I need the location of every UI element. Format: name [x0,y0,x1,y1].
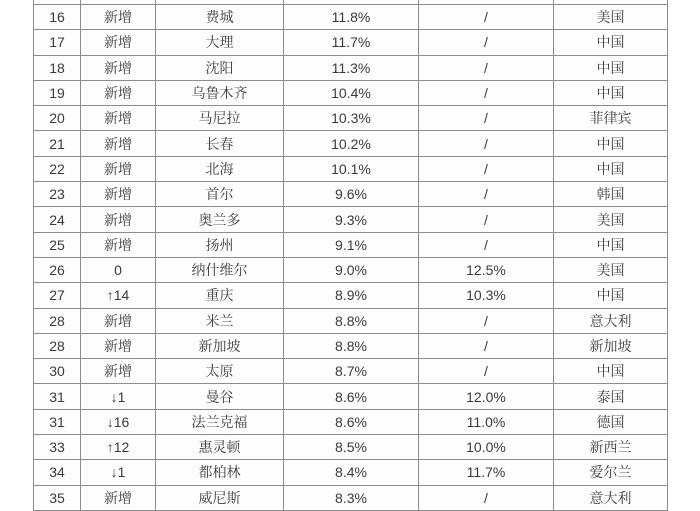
cell-city: 长春 [156,131,284,156]
cell-city: 扬州 [156,232,284,257]
cell-rank: 33 [34,435,81,460]
cell-change: 新增 [81,485,156,510]
cell-growth-rate: 11.3% [284,55,419,80]
cell-country: 韩国 [554,182,668,207]
cell-rank: 17 [34,30,81,55]
cell-country: 中国 [554,55,668,80]
table-row [34,359,668,384]
cell-rank: 31 [34,384,81,409]
cell-change: 0 [81,257,156,282]
cell-change: ↑12 [81,435,156,460]
cell-country: 美国 [554,5,668,30]
cell-secondary-rate: / [419,131,554,156]
cell-country: 美国 [554,207,668,232]
table-row [34,460,668,485]
cell-country: 意大利 [554,308,668,333]
cell-secondary-rate: / [419,156,554,181]
cell-growth-rate: 8.8% [284,333,419,358]
cell-growth-rate: 9.1% [284,232,419,257]
cell-growth-rate: 10.1% [284,156,419,181]
cell-rank: 24 [34,207,81,232]
cell-growth-rate: 9.0% [284,257,419,282]
cell-country: 中国 [554,283,668,308]
cell-country: 新西兰 [554,435,668,460]
cell-growth-rate: 8.9% [284,283,419,308]
cell-secondary-rate: / [419,182,554,207]
cell-change: 新增 [81,80,156,105]
cell-change: ↑14 [81,283,156,308]
cell-secondary-rate: / [419,106,554,131]
cell-growth-rate: 9.3% [284,207,419,232]
cell-country: 新加坡 [554,333,668,358]
cell-change: 新增 [81,359,156,384]
cell-secondary-rate: / [419,359,554,384]
cell-country: 泰国 [554,384,668,409]
cell-rank: 23 [34,182,81,207]
cell-secondary-rate: 10.3% [419,283,554,308]
cell-secondary-rate: / [419,55,554,80]
cell-change: 新增 [81,182,156,207]
cell-city: 北海 [156,156,284,181]
cell-country: 德国 [554,409,668,434]
cell-secondary-rate: / [419,80,554,105]
table-row [34,30,668,55]
cell-rank: 20 [34,106,81,131]
cell-city: 费城 [156,5,284,30]
table-row [34,384,668,409]
cell-city: 新加坡 [156,333,284,358]
cell-secondary-rate: 10.0% [419,435,554,460]
table-row [34,409,668,434]
cell-change: 新增 [81,106,156,131]
cell-rank: 28 [34,333,81,358]
cell-growth-rate: 8.7% [284,359,419,384]
cell-growth-rate: 11.8% [284,5,419,30]
cell-country: 中国 [554,156,668,181]
table-row [34,308,668,333]
cell-city: 首尔 [156,182,284,207]
table-row [34,156,668,181]
cell-change: ↓1 [81,384,156,409]
cell-change: 新增 [81,55,156,80]
cell-change: 新增 [81,232,156,257]
cell-city: 法兰克福 [156,409,284,434]
cell-change: 新增 [81,333,156,358]
table-row [34,435,668,460]
cell-change: 新增 [81,131,156,156]
table-row [34,131,668,156]
table-row [34,80,668,105]
cell-city: 马尼拉 [156,106,284,131]
cell-city: 纳什维尔 [156,257,284,282]
table-row [34,333,668,358]
cell-city: 沈阳 [156,55,284,80]
cell-change: 新增 [81,5,156,30]
cell-growth-rate: 9.6% [284,182,419,207]
cell-growth-rate: 10.2% [284,131,419,156]
cell-country: 中国 [554,30,668,55]
cell-rank: 26 [34,257,81,282]
cell-growth-rate: 8.3% [284,485,419,510]
cell-secondary-rate: / [419,5,554,30]
cell-growth-rate: 10.3% [284,106,419,131]
cell-rank: 35 [34,485,81,510]
cell-secondary-rate: 11.7% [419,460,554,485]
table-row-clipped-bottom [34,485,668,510]
cell-secondary-rate: 12.0% [419,384,554,409]
table-row [34,207,668,232]
cell-country: 菲律宾 [554,106,668,131]
cell-rank: 19 [34,80,81,105]
cell-growth-rate: 10.4% [284,80,419,105]
cell-city: 重庆 [156,283,284,308]
ranking-table [33,0,668,511]
table-row [34,55,668,80]
cell-secondary-rate: / [419,30,554,55]
cell-country: 中国 [554,359,668,384]
cell-city: 奥兰多 [156,207,284,232]
cell-city: 都柏林 [156,460,284,485]
cell-change: ↓16 [81,409,156,434]
cell-secondary-rate: / [419,485,554,510]
cell-city: 米兰 [156,308,284,333]
cell-city: 乌鲁木齐 [156,80,284,105]
cell-rank: 21 [34,131,81,156]
cell-growth-rate: 8.8% [284,308,419,333]
cell-rank: 30 [34,359,81,384]
table-row [34,5,668,30]
table-row [34,232,668,257]
cell-growth-rate: 8.5% [284,435,419,460]
cell-rank: 18 [34,55,81,80]
cell-secondary-rate: 12.5% [419,257,554,282]
cell-country: 意大利 [554,485,668,510]
cell-rank: 25 [34,232,81,257]
cell-city: 大理 [156,30,284,55]
cell-change: 新增 [81,207,156,232]
cell-secondary-rate: / [419,333,554,358]
cell-country: 中国 [554,232,668,257]
cell-change: 新增 [81,308,156,333]
cell-growth-rate: 8.6% [284,384,419,409]
table-row [34,257,668,282]
ranking-table-body [34,0,668,510]
cell-city: 曼谷 [156,384,284,409]
cell-change: ↓1 [81,460,156,485]
cell-country: 中国 [554,80,668,105]
cell-city: 太原 [156,359,284,384]
cell-country: 中国 [554,131,668,156]
cell-growth-rate: 8.6% [284,409,419,434]
cell-secondary-rate: / [419,308,554,333]
cell-rank: 16 [34,5,81,30]
table-row [34,182,668,207]
table-row [34,283,668,308]
cell-rank: 34 [34,460,81,485]
cell-country: 爱尔兰 [554,460,668,485]
cell-city: 惠灵顿 [156,435,284,460]
cell-rank: 31 [34,409,81,434]
cell-secondary-rate: / [419,207,554,232]
cell-change: 新增 [81,156,156,181]
cell-rank: 27 [34,283,81,308]
cell-country: 美国 [554,257,668,282]
cell-growth-rate: 8.4% [284,460,419,485]
table-row [34,106,668,131]
cell-rank: 22 [34,156,81,181]
cell-change: 新增 [81,30,156,55]
cell-secondary-rate: / [419,232,554,257]
cell-secondary-rate: 11.0% [419,409,554,434]
cell-city: 威尼斯 [156,485,284,510]
cell-rank: 28 [34,308,81,333]
cell-growth-rate: 11.7% [284,30,419,55]
